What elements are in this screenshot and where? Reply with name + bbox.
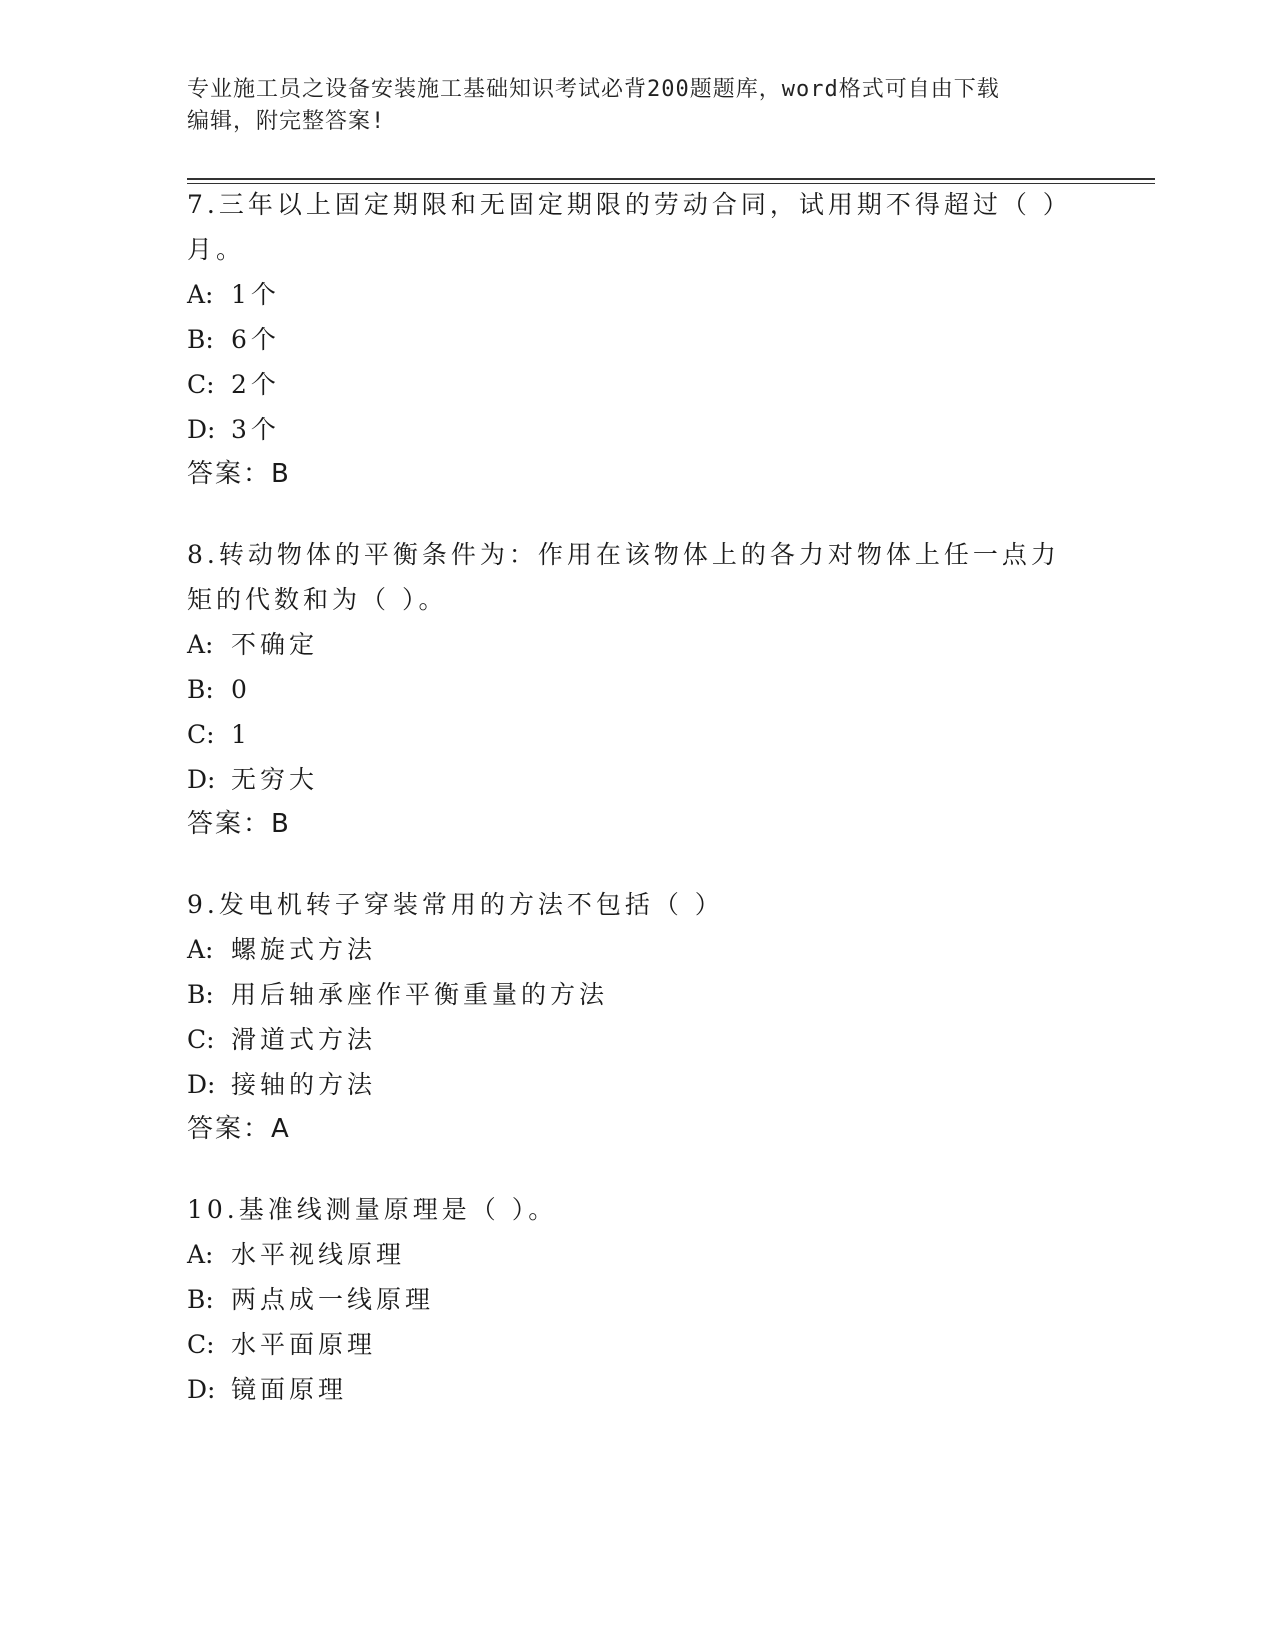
header-divider-thick	[187, 178, 1155, 180]
option-text: 镜面原理	[231, 1375, 348, 1404]
option-text: 螺旋式方法	[231, 935, 377, 964]
option-letter: D:	[187, 765, 216, 794]
question-8	[187, 532, 1067, 847]
option-text: 无穷大	[231, 765, 319, 794]
option-b	[187, 317, 1067, 362]
option-text: 接轴的方法	[231, 1070, 377, 1099]
option-letter: B:	[187, 980, 214, 1009]
question-10	[187, 1187, 1067, 1412]
option-a	[187, 622, 1067, 667]
option-d	[187, 757, 1067, 802]
header-line-1: 专业施工员之设备安装施工基础知识考试必背200题题库，word格式可自由下载	[187, 77, 1000, 102]
question-stem-continued: 矩的代数和为（ ）。	[187, 585, 448, 614]
option-letter: D:	[187, 1375, 216, 1404]
option-letter: C:	[187, 1330, 215, 1359]
option-letter: A:	[187, 630, 214, 659]
option-letter: A:	[187, 280, 214, 309]
option-c	[187, 712, 1067, 757]
option-letter: B:	[187, 1285, 214, 1314]
option-letter: C:	[187, 370, 215, 399]
option-text: 2个	[231, 370, 280, 399]
option-a	[187, 927, 1067, 972]
option-letter: D:	[187, 1070, 216, 1099]
option-text: 1个	[231, 280, 280, 309]
option-text: 水平视线原理	[231, 1240, 406, 1269]
option-a	[187, 1232, 1067, 1277]
question-stem: 8.转动物体的平衡条件为：作用在该物体上的各力对物体上任一点力	[187, 540, 1060, 569]
option-b	[187, 667, 1067, 712]
option-text: 两点成一线原理	[231, 1285, 435, 1314]
option-d	[187, 1062, 1067, 1107]
option-text: 不确定	[231, 630, 319, 659]
header-line-2: 编辑，附完整答案!	[187, 109, 386, 134]
option-letter: D:	[187, 415, 216, 444]
option-text: 6个	[231, 325, 280, 354]
question-stem-continued: 月。	[187, 235, 246, 264]
question-7	[187, 182, 1072, 497]
option-letter: A:	[187, 1240, 214, 1269]
option-b	[187, 972, 1067, 1017]
answer-label: 答案：B	[187, 459, 291, 489]
answer-label: 答案：A	[187, 1114, 291, 1144]
option-text: 水平面原理	[231, 1330, 377, 1359]
option-letter: C:	[187, 1025, 215, 1054]
option-text: 3个	[231, 415, 280, 444]
option-text: 滑道式方法	[231, 1025, 377, 1054]
question-stem: 10.基准线测量原理是（ ）。	[187, 1195, 558, 1224]
answer-label: 答案：B	[187, 809, 291, 839]
option-c	[187, 1017, 1067, 1062]
option-d	[187, 1367, 1067, 1412]
option-text: 用后轴承座作平衡重量的方法	[231, 980, 609, 1009]
option-letter: B:	[187, 325, 214, 354]
option-c	[187, 1322, 1067, 1367]
option-text: 0	[231, 675, 251, 704]
option-c	[187, 362, 1067, 407]
option-d	[187, 407, 1067, 452]
option-a	[187, 272, 1067, 317]
document-header	[187, 74, 1067, 138]
question-stem: 9.发电机转子穿装常用的方法不包括（ ）	[187, 890, 724, 919]
option-letter: B:	[187, 675, 214, 704]
option-b	[187, 1277, 1067, 1322]
question-stem: 7.三年以上固定期限和无固定期限的劳动合同，试用期不得超过（ ）	[187, 190, 1072, 219]
option-letter: C:	[187, 720, 215, 749]
question-9	[187, 882, 1067, 1152]
option-letter: A:	[187, 935, 214, 964]
option-text: 1	[231, 720, 251, 749]
